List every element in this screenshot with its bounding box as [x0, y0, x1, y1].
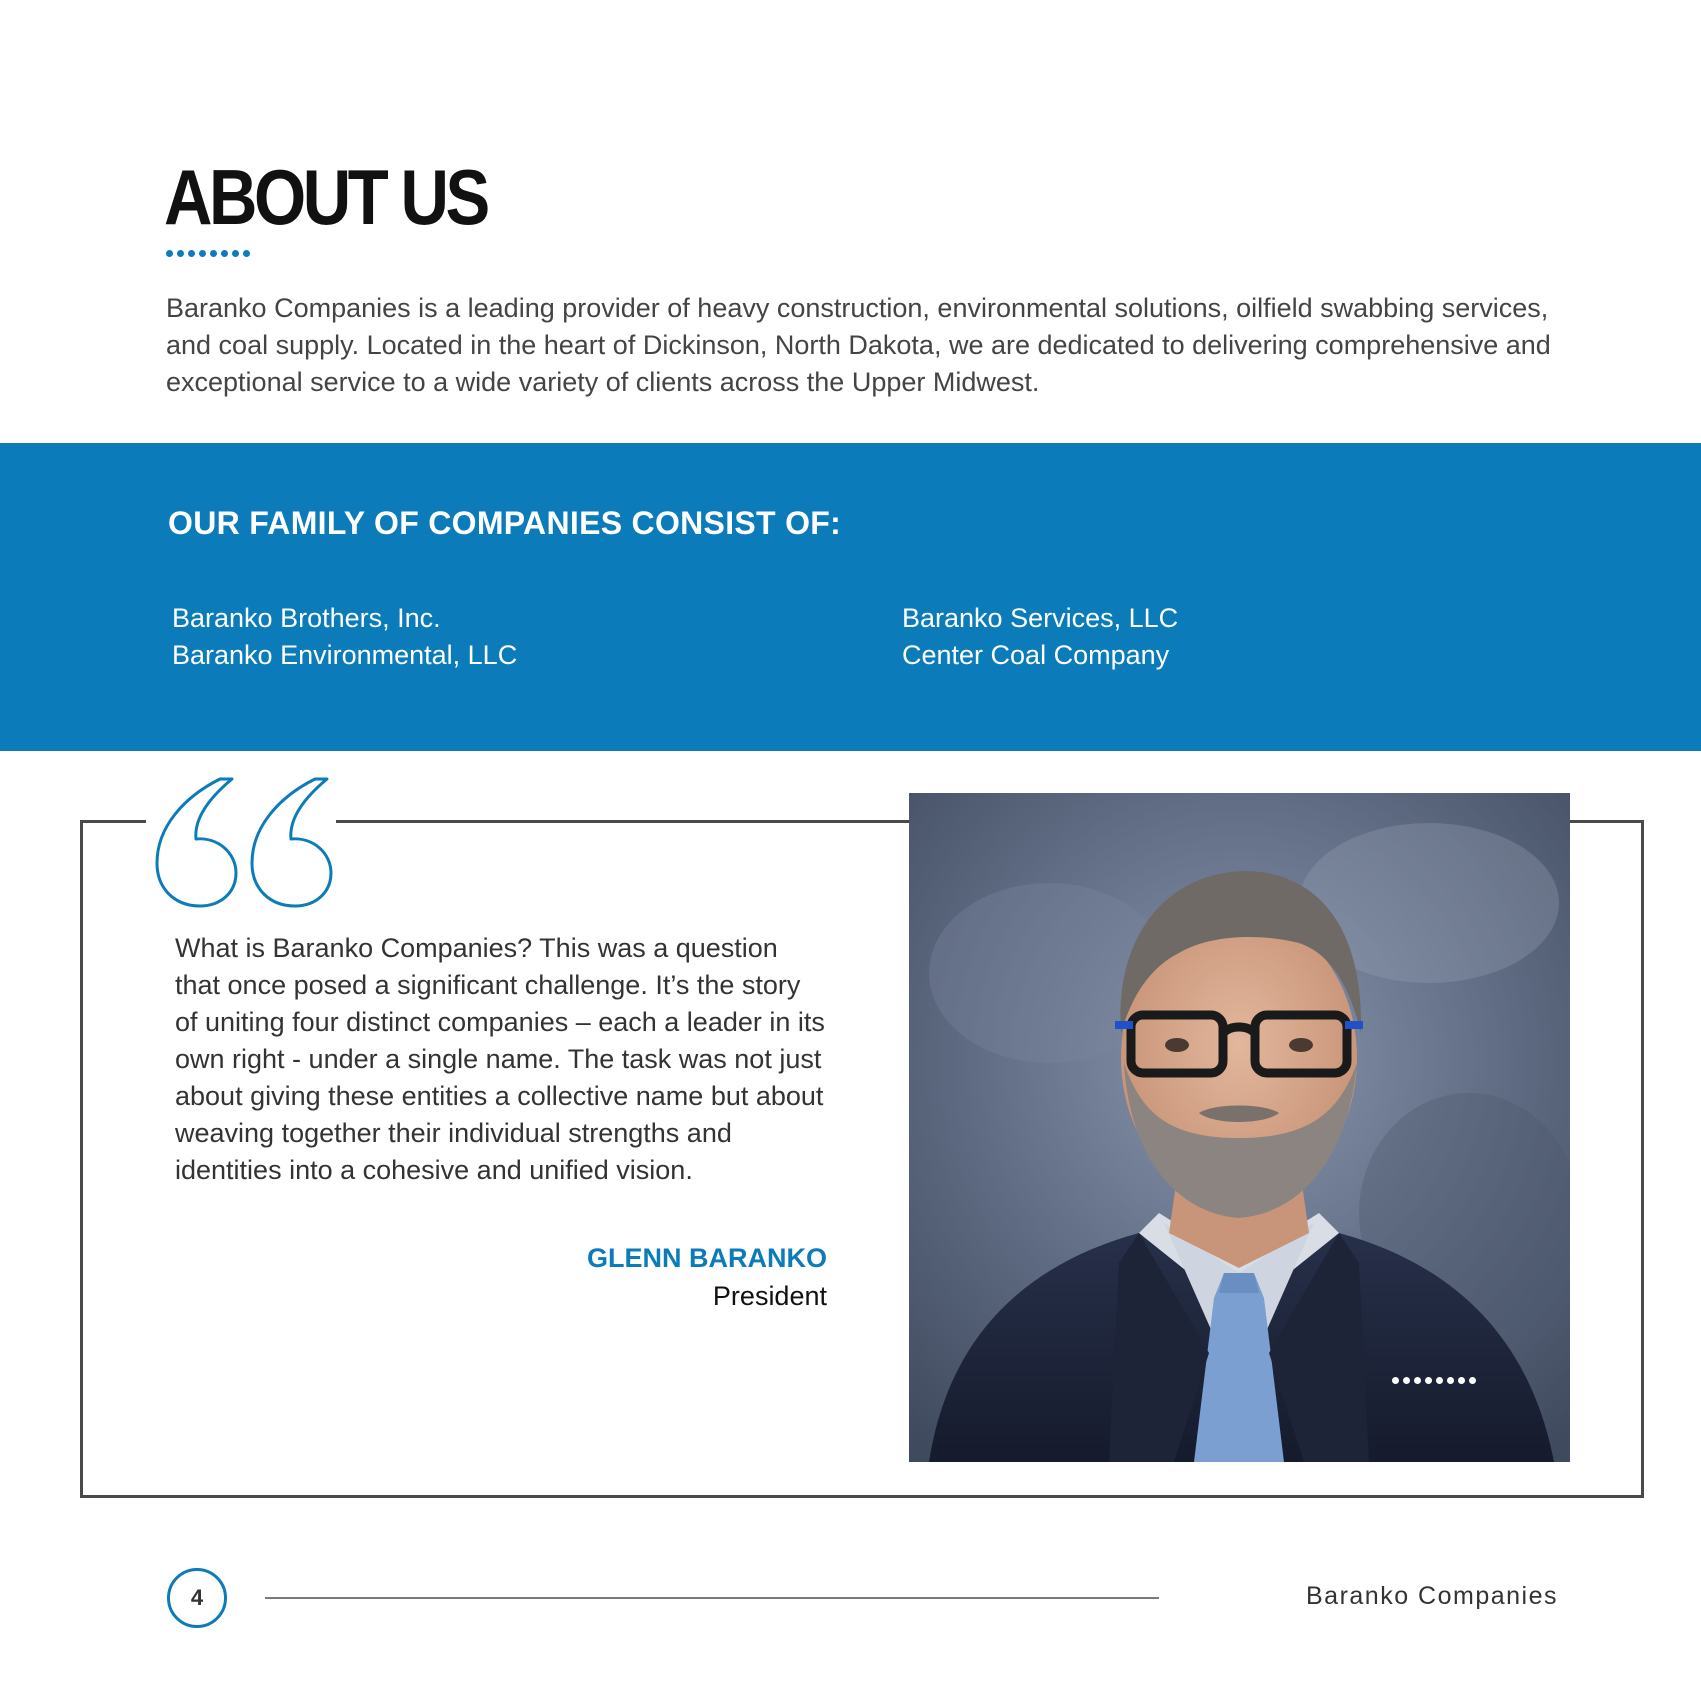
president-portrait-photo	[909, 793, 1570, 1462]
family-of-companies-band	[0, 443, 1701, 751]
page-title: ABOUT US	[164, 153, 487, 241]
footer-brand-name: Baranko Companies	[1305, 1582, 1558, 1610]
company-center-coal: Center Coal Company	[902, 640, 1170, 670]
family-heading: OUR FAMILY OF COMPANIES CONSIST OF:	[168, 505, 842, 541]
intro-paragraph: Baranko Companies is a leading provider of heavy construction, environmental solutions, oilfield swabbing services, and coal supply. Located in the heart of Dickinson, North Dakota, we are dedicated to delivering comprehensive and exceptional service to a wide variety of clients across the Upper Midwest.	[166, 293, 1551, 397]
photo-dots-divider	[1392, 1377, 1476, 1384]
quote-author-name: GLENN BARANKO	[587, 1243, 827, 1273]
quote-author-role: President	[712, 1281, 827, 1311]
company-baranko-environmental: Baranko Environmental, LLC	[172, 640, 518, 670]
quote-mark-icon	[150, 775, 335, 910]
footer-divider	[265, 1597, 1159, 1599]
quote-text: What is Baranko Companies? This was a question that once posed a significant challenge. It’s the story of uniting four distinct companies – each a leader in its own right - under a single name. The task was not just about giving these entities a collective name but about weaving together their individual strengths and identities into a cohesive and unified vision.	[175, 933, 825, 1185]
page-number-badge: 4	[167, 1568, 227, 1628]
company-baranko-services: Baranko Services, LLC	[902, 603, 1179, 633]
company-baranko-brothers: Baranko Brothers, Inc.	[172, 603, 441, 633]
title-dots-divider	[166, 250, 250, 257]
